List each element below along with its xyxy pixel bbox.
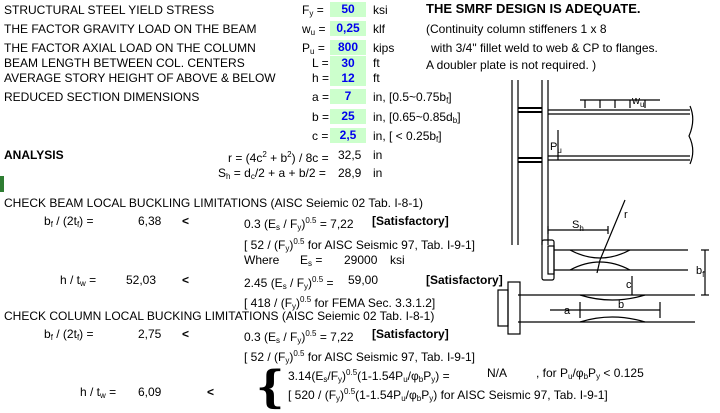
column-check-heading: CHECK COLUMN LOCAL BUCKING LIMITATIONS (AISC Seiemic 02 Tab. I-8-1) (4, 309, 435, 323)
diagram-pu-label: $P_u$ (550, 141, 562, 155)
symbol-fy: $F_y$ = (302, 3, 324, 18)
label-gravity-load: THE FACTOR GRAVITY LOAD ON THE BEAM (4, 22, 257, 36)
beam-htw-label: h / $t_w$ = (60, 273, 97, 288)
unit-fy: ksi (373, 3, 388, 17)
diagram-a-label: a (564, 305, 571, 317)
unit-c: in, [ < $0.25b_f$] (373, 129, 442, 144)
beam-bf-status: [Satisfactory] (372, 214, 449, 228)
symbol-h: h = (312, 71, 330, 85)
col-bf-status: [Satisfactory] (372, 327, 449, 341)
beam-htw-limit-value: 59,00 (348, 273, 379, 287)
where-label: Where (244, 253, 280, 267)
label-reduced-section: REDUCED SECTION DIMENSIONS (4, 90, 200, 104)
row-marker (0, 176, 4, 192)
col-htw-lt: < (207, 385, 215, 399)
sh-value: 28,9 (338, 166, 362, 180)
beam-htw-limit: 2.45 $(E_s / F_y)^{0.5}$ = (244, 275, 334, 291)
diagram-r-label: r (624, 209, 628, 221)
beam-htw-status: [Satisfactory] (426, 273, 503, 287)
a-input[interactable]: 7 (330, 89, 366, 104)
l-input[interactable]: 30 (330, 56, 366, 71)
col-bf-label: $b_f / (2t_f)$ = (44, 327, 94, 342)
unit-h: ft (373, 71, 380, 85)
col-formula-2: [ $520 / (F_y)^{0.5}(1-1.54P_u/\varphi_bP_y)$ for AISC Seismic 97, Tab. I-9-1] (288, 387, 608, 403)
analysis-heading: ANALYSIS (4, 148, 64, 162)
col-ref-1: [ $52 / (F_y)^{0.5}$ for AISC Seismic 97, Tab. I-9-1] (244, 349, 475, 365)
col-htw-label: h / $t_w$ = (80, 385, 117, 400)
es-value: 29000 (344, 253, 378, 267)
label-axial-load: THE FACTOR AXIAL LOAD ON THE COLUMN (4, 41, 256, 55)
result-note-1: (Continuity column stiffeners 1 x 8 (426, 22, 607, 36)
beam-bf-limit: 0.3 $(E_s / F_y)^{0.5} = 7,22$ (244, 216, 354, 232)
unit-pu: kips (373, 41, 395, 55)
diagram-bf-label: $b_f$ (696, 265, 705, 279)
sh-unit: in (373, 166, 383, 180)
unit-b: in, $[0.65\sim 0.85d_b]$ (373, 110, 461, 125)
symbol-pu: $P_u$ = (302, 41, 325, 56)
design-result-title: THE SMRF DESIGN IS ADEQUATE. (426, 1, 641, 16)
beam-ref-1: [ $52 / (F_y)^{0.5}$ for AISC Seismic 97, Tab. I-9-1] (244, 237, 475, 253)
col-bf-lt: < (182, 327, 190, 341)
beam-htw-value: 52,03 (126, 273, 157, 287)
beam-bf-value: 6,38 (138, 214, 162, 228)
wu-input[interactable]: 0,25 (330, 21, 366, 36)
r-value: 32,5 (338, 148, 362, 162)
beam-bf-label: $b_f / (2t_f)$ = (44, 214, 94, 229)
fy-input[interactable]: 50 (330, 2, 366, 17)
es-label: $E_s$ = (300, 253, 323, 268)
unit-wu: klf (373, 22, 385, 36)
symbol-c: c = (312, 129, 329, 143)
connection-diagram (490, 70, 720, 405)
beam-bf-lt: < (182, 214, 190, 228)
result-note-3: A doubler plate is not required. ) (426, 58, 597, 72)
beam-htw-lt: < (182, 273, 190, 287)
sh-formula: $S_h = d_c/2 + a + b/2$ = (218, 166, 326, 181)
col-bf-value: 2,75 (138, 327, 162, 341)
r-formula: $r = (4c^2 + b^2) / 8c$ = (228, 150, 329, 165)
col-formula-1-condition: , for $P_u/\varphi_bP_y < 0.125$ (536, 366, 644, 381)
unit-a: in, $[0.5\sim 0.75b_f]$ (373, 90, 452, 105)
pu-input[interactable]: 800 (330, 40, 366, 55)
col-formula-1: $3.14(E_s/F_y)^{0.5}(1-1.54P_u/\varphi_bP_y)$ = (288, 368, 450, 384)
unit-l: ft (373, 56, 380, 70)
symbol-a: a = (312, 90, 330, 104)
label-yield-stress: STRUCTURAL STEEL YIELD STRESS (4, 3, 215, 17)
c-input[interactable]: 2,5 (330, 128, 366, 143)
curly-brace: { (256, 362, 285, 413)
beam-check-heading: CHECK BEAM LOCAL BUCKLING LIMITATIONS (AISC Seiemic 02 Tab. I-8-1) (4, 196, 423, 210)
diagram-c-label: c (626, 279, 632, 291)
es-unit: ksi (390, 253, 405, 267)
diagram-b-label: b (618, 299, 625, 311)
h-input[interactable]: 12 (330, 71, 366, 86)
beam-ref-2: [ $418 / (F_y)^{0.5}$ for FEMA Sec. 3.3.1.2] (244, 295, 436, 311)
b-input[interactable]: 25 (330, 109, 366, 124)
r-unit: in (373, 148, 383, 162)
label-beam-length: BEAM LENGTH BETWEEN COL. CENTERS (4, 56, 245, 70)
col-formula-1-value: N/A (487, 366, 508, 380)
label-story-height: AVERAGE STORY HEIGHT OF ABOVE & BELOW (4, 71, 276, 85)
result-note-2: with 3/4" fillet weld to web & CP to flanges. (431, 41, 658, 55)
symbol-b: b = (312, 110, 330, 124)
symbol-l: L = (312, 56, 329, 70)
diagram-wu-label: $w_u$ (632, 95, 645, 109)
symbol-wu: $w_u$ = (302, 22, 326, 37)
col-htw-value: 6,09 (138, 385, 162, 399)
diagram-sh-label: $S_h$ (572, 219, 584, 233)
col-bf-limit: 0.3 $(E_s / F_y)^{0.5} = 7,22$ (244, 329, 354, 345)
